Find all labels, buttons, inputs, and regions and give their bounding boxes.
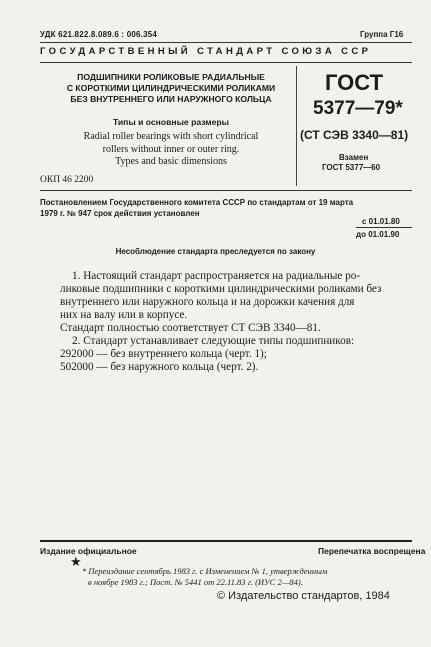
footer-rule <box>40 540 412 542</box>
date-to: до 01.01.90 <box>356 230 400 239</box>
date-rule <box>356 227 412 228</box>
reprint-prohibited: Перепечатка воспрещена <box>318 546 426 556</box>
state-standard-heading: ГОСУДАРСТВЕННЫЙ СТАНДАРТ СОЮЗА ССР <box>40 46 372 57</box>
star-icon: ★ <box>70 554 82 569</box>
publisher-copyright: © Издательство стандартов, 1984 <box>217 590 390 602</box>
official-edition: Издание официальное <box>40 546 137 556</box>
reissue-footnote <box>82 566 422 588</box>
group-code: Группа Г16 <box>360 30 404 39</box>
gost-number: 5377—79* <box>313 98 403 119</box>
footnote-line: в ноябре 1983 г.; Пост. № 5441 от 22.11.83 г. (ИУС 2—84). <box>88 577 303 587</box>
decree-rule <box>40 190 412 191</box>
header-rule-bottom <box>40 62 412 63</box>
body-p2-line: 2. Стандарт устанавливает следующие типы подшипников: <box>72 335 355 347</box>
body-p1-line: них на валу или в корпусе. <box>60 309 188 321</box>
title-en-line: Types and basic dimensions <box>115 156 227 167</box>
body-p1-line: внутреннего или наружного кольца и на дорожки качения для <box>60 296 355 308</box>
title-en-line: rollers without inner or outer ring. <box>102 143 240 155</box>
header-rule-top <box>40 42 412 43</box>
title-ru-line: БЕЗ ВНУТРЕННЕГО ИЛИ НАРУЖНОГО КОЛЬЦА <box>70 94 272 104</box>
decree-line: 1979 г. № 947 срок действия установлен <box>40 209 200 218</box>
title-en-line: Radial roller bearings with short cylindrical <box>83 131 259 142</box>
decree-text <box>40 197 412 219</box>
date-from: с 01.01.80 <box>362 217 400 226</box>
udc-code: УДК 621.822.8.089.6 : 006.354 <box>40 30 158 39</box>
sev-number: (СТ СЭВ 3340—81) <box>300 128 409 142</box>
type-502000: 502000 — без наружного кольца (черт. 2). <box>60 361 259 373</box>
body-p1-line: 1. Настоящий стандарт распространяется на радиальные ро- <box>72 270 361 282</box>
compliance-line: Стандарт полностью соответствует СТ СЭВ 3340—81. <box>60 322 321 334</box>
title-ru-line: С КОРОТКИМИ ЦИЛИНДРИЧЕСКИМИ РОЛИКАМИ <box>66 83 276 93</box>
title-russian <box>52 72 290 105</box>
replaces-label: Взамен <box>339 153 369 162</box>
decree-line: Постановлением Государственного комитета СССР по стандартам от 19 марта <box>40 198 354 207</box>
footnote-line: * Переиздание сентябрь 1983 г. с Изменением № 1, утвержденным <box>82 566 328 576</box>
okp-code: ОКП 46 2200 <box>40 175 94 185</box>
legal-warning: Несоблюдение стандарта преследуется по закону <box>115 247 316 256</box>
title-divider <box>296 66 297 186</box>
gost-label: ГОСТ <box>325 70 384 95</box>
subtitle-russian: Типы и основные размеры <box>112 117 230 127</box>
type-292000: 292000 — без внутреннего кольца (черт. 1); <box>60 348 267 360</box>
body-p1-line: ликовые подшипники с короткими цилиндрическими роликами без <box>60 283 382 295</box>
title-english <box>52 131 290 169</box>
replaces-gost: ГОСТ 5377—60 <box>322 163 381 172</box>
title-ru-line: ПОДШИПНИКИ РОЛИКОВЫЕ РАДИАЛЬНЫЕ <box>77 72 265 82</box>
